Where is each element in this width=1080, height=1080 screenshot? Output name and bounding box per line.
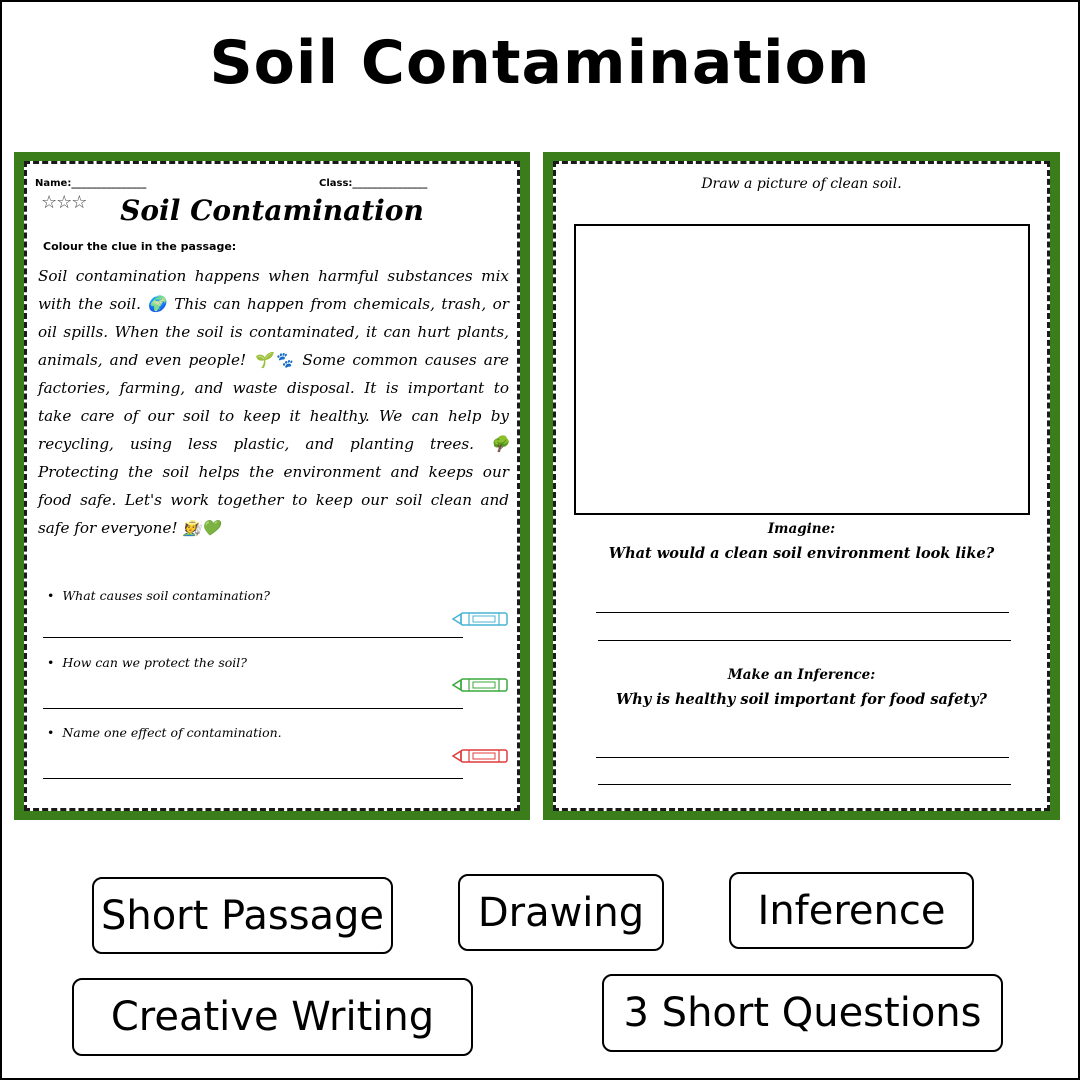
worksheet-title: Soil Contamination bbox=[120, 194, 424, 227]
tag-creative-writing: Creative Writing bbox=[72, 978, 473, 1056]
question-2 bbox=[47, 655, 247, 670]
answer-line bbox=[43, 637, 463, 638]
question-text: Name one effect of contamination. bbox=[62, 725, 282, 740]
imagine-question: What would a clean soil environment look like? bbox=[608, 545, 995, 562]
question-text: How can we protect the soil? bbox=[62, 655, 247, 670]
rating-stars: ☆☆☆ bbox=[41, 192, 87, 213]
bullet: • bbox=[47, 588, 63, 603]
tag-3-short-questions: 3 Short Questions bbox=[602, 974, 1003, 1052]
writing-line bbox=[596, 612, 1009, 613]
question-1 bbox=[47, 588, 270, 603]
worksheet-page bbox=[24, 161, 520, 811]
bullet: • bbox=[47, 725, 63, 740]
writing-line bbox=[596, 757, 1009, 758]
bullet: • bbox=[47, 655, 63, 670]
class-field-label: Class:_______________ bbox=[319, 178, 428, 189]
answer-line bbox=[43, 778, 463, 779]
worksheet-preview-passage bbox=[14, 152, 530, 820]
drawing-box bbox=[574, 224, 1030, 515]
tag-drawing: Drawing bbox=[458, 874, 664, 951]
worksheet-page bbox=[553, 161, 1050, 811]
worksheet-preview-drawing bbox=[543, 152, 1060, 820]
crayon-icon-red bbox=[451, 748, 511, 764]
reading-passage: Soil contamination happens when harmful substances mix with the soil. 🌍 This can happen from chemicals, trash, or oil spills. When the soil is contaminated, it can hurt plants, animals, and even people! 🌱🐾 Some common causes are factories, farming, and waste disposal. It is important to take care of our soil to keep it healthy. We can help by recycling, using less plastic, and planting trees. 🌳 Protecting the soil helps the environment and keeps our food safe. Let's work together to keep our soil clean and safe for everyone! 🧑‍🌾💚 bbox=[38, 267, 509, 537]
crayon-icon-blue bbox=[451, 611, 511, 627]
answer-line bbox=[43, 708, 463, 709]
page-title: Soil Contamination bbox=[209, 28, 871, 98]
instruction-label: Colour the clue in the passage: bbox=[43, 240, 237, 253]
drawing-prompt: Draw a picture of clean soil. bbox=[701, 176, 902, 192]
inference-label: Make an Inference: bbox=[727, 667, 876, 683]
question-3 bbox=[47, 725, 282, 740]
writing-line bbox=[598, 640, 1011, 641]
tag-short-passage: Short Passage bbox=[92, 877, 393, 954]
crayon-icon-green bbox=[451, 677, 511, 693]
writing-line bbox=[598, 784, 1011, 785]
tag-inference: Inference bbox=[729, 872, 974, 949]
imagine-label: Imagine: bbox=[767, 521, 836, 537]
inference-question: Why is healthy soil important for food safety? bbox=[616, 691, 987, 708]
question-text: What causes soil contamination? bbox=[62, 588, 270, 603]
name-field-label: Name:_______________ bbox=[35, 178, 147, 189]
